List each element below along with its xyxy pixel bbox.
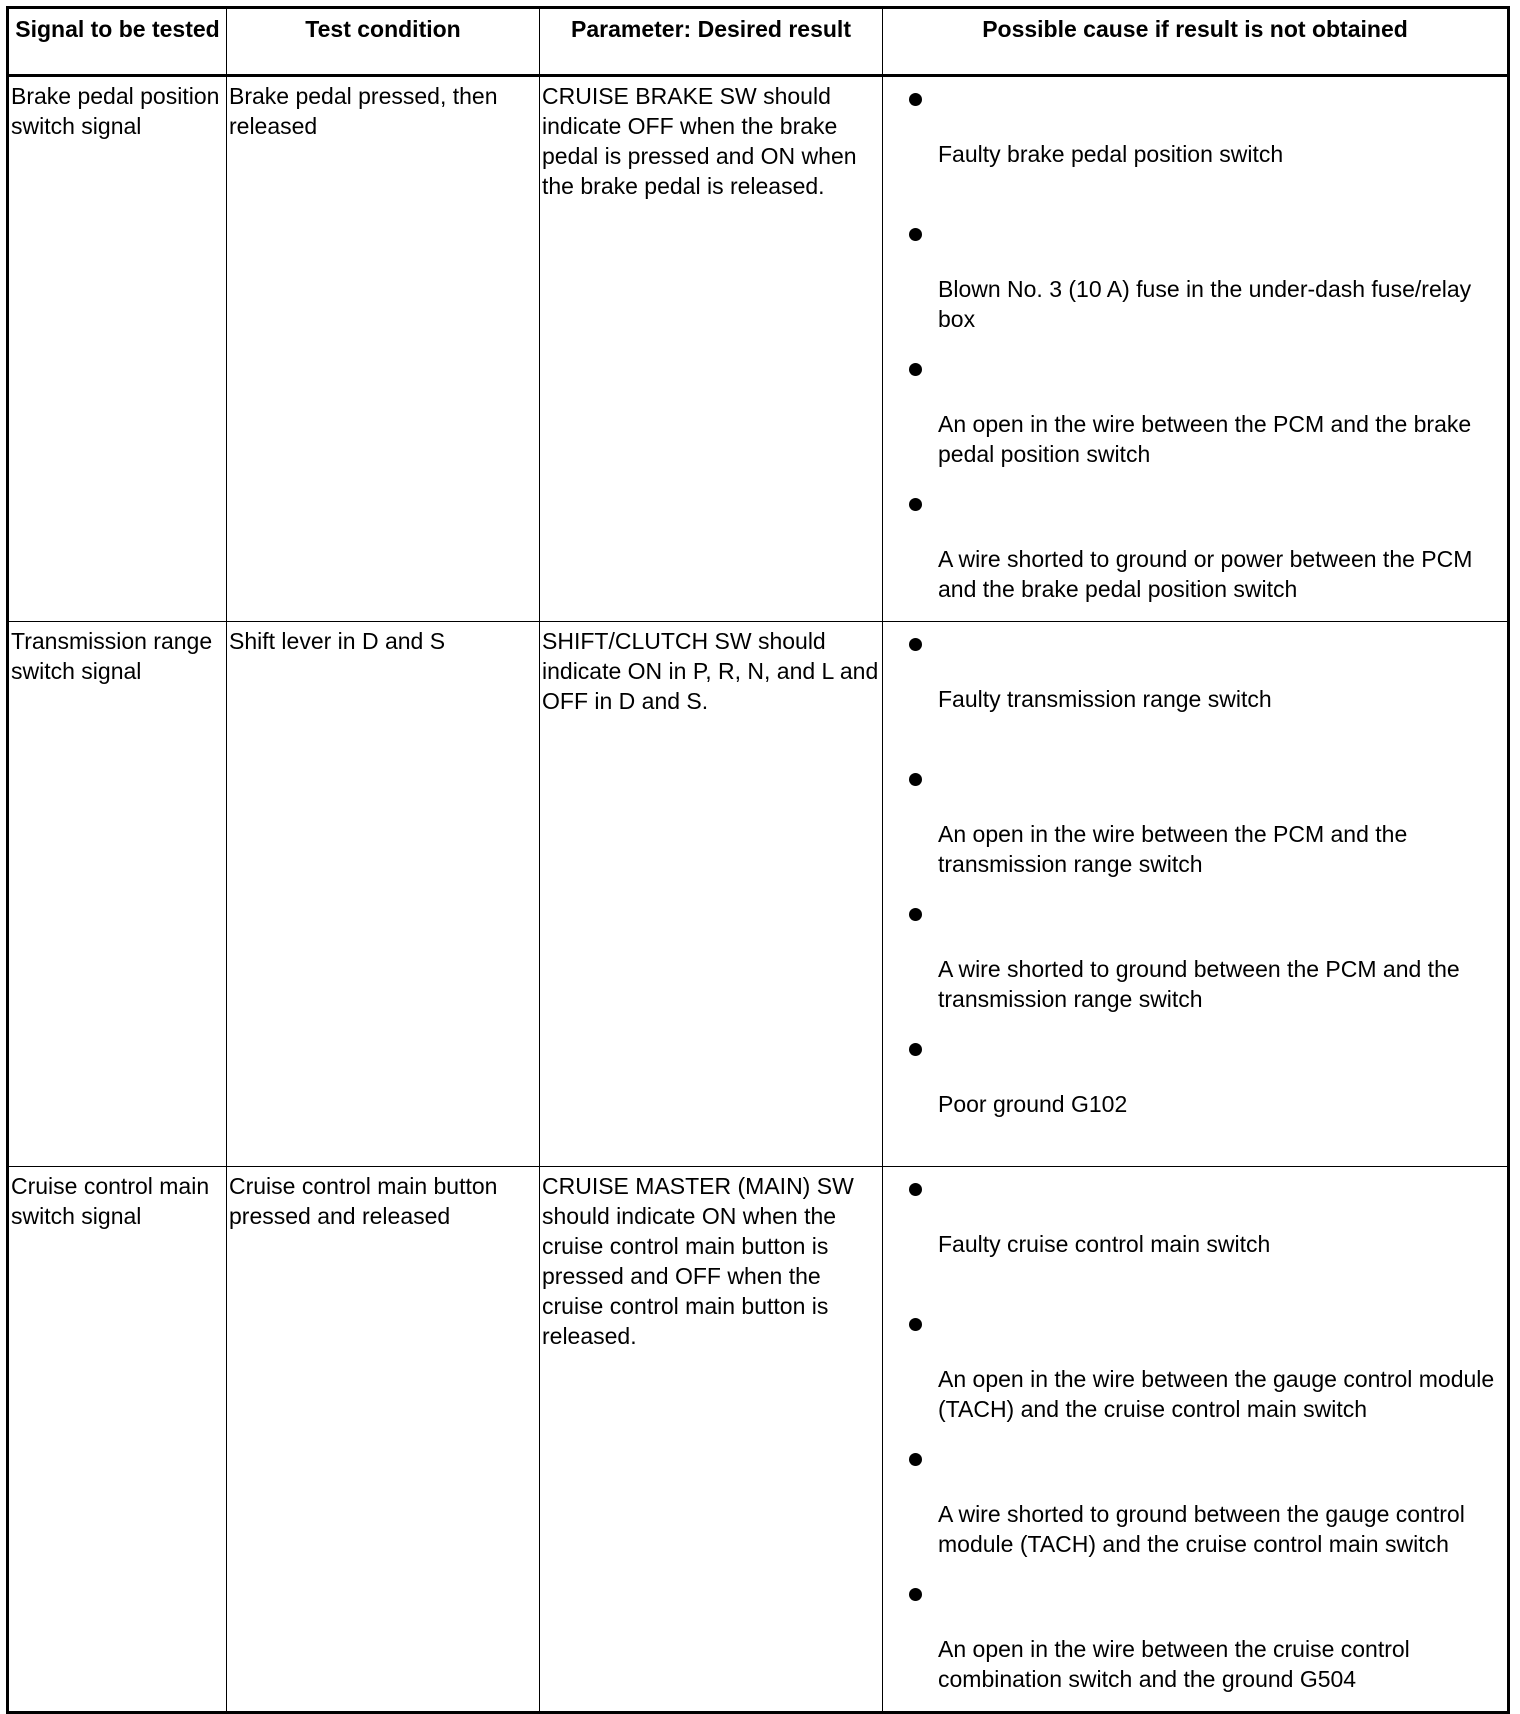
cause-list <box>885 81 1505 621</box>
causes-cell <box>883 1167 1509 1713</box>
bullet-icon <box>909 228 922 241</box>
bullet-icon <box>909 1318 922 1331</box>
causes-cell <box>883 622 1509 1167</box>
parameter-cell: CRUISE MASTER (MAIN) SW should indicate ON when the cruise control main button is pressed and OFF when the cruise control main button is released. <box>540 1167 883 1713</box>
table-row <box>8 1167 1509 1713</box>
signal-cell: Cruise control main switch signal <box>8 1167 227 1713</box>
cause-item <box>885 81 1505 216</box>
cause-text: Faulty cruise control main switch <box>938 1231 1271 1257</box>
bullet-icon <box>909 1183 922 1196</box>
cause-text: A wire shorted to ground between the PCM and the transmission range switch <box>938 956 1460 1012</box>
cause-item <box>885 626 1505 761</box>
cause-text: An open in the wire between the PCM and the transmission range switch <box>938 821 1408 877</box>
condition-cell: Brake pedal pressed, then released <box>227 76 540 622</box>
cause-text: Poor ground G102 <box>938 1091 1128 1117</box>
condition-cell: Shift lever in D and S <box>227 622 540 1167</box>
cause-text: An open in the wire between the cruise control combination switch and the ground G504 <box>938 1636 1410 1692</box>
bullet-icon <box>909 363 922 376</box>
bullet-icon <box>909 638 922 651</box>
causes-cell <box>883 76 1509 622</box>
cause-item <box>885 1171 1505 1306</box>
cause-text: Blown No. 3 (10 A) fuse in the under-dash fuse/relay box <box>938 276 1472 332</box>
header-signal: Signal to be tested <box>8 8 227 76</box>
cause-text: Faulty brake pedal position switch <box>938 141 1284 167</box>
table-row <box>8 76 1509 622</box>
bullet-icon <box>909 93 922 106</box>
cause-text: A wire shorted to ground between the gauge control module (TACH) and the cruise control main switch <box>938 1501 1465 1557</box>
cause-item <box>885 351 1505 486</box>
bullet-icon <box>909 498 922 511</box>
cause-text: A wire shorted to ground or power between the PCM and the brake pedal position switch <box>938 546 1473 602</box>
cause-text: An open in the wire between the gauge control module (TACH) and the cruise control main switch <box>938 1366 1495 1422</box>
cause-list <box>885 1171 1505 1711</box>
bullet-icon <box>909 773 922 786</box>
parameter-cell: SHIFT/CLUTCH SW should indicate ON in P, R, N, and L and OFF in D and S. <box>540 622 883 1167</box>
signal-cell: Transmission range switch signal <box>8 622 227 1167</box>
bullet-icon <box>909 1588 922 1601</box>
condition-cell: Cruise control main button pressed and released <box>227 1167 540 1713</box>
bullet-icon <box>909 1043 922 1056</box>
cause-item <box>885 216 1505 351</box>
cause-text: An open in the wire between the PCM and the brake pedal position switch <box>938 411 1472 467</box>
header-possible-cause: Possible cause if result is not obtained <box>883 8 1509 76</box>
cause-item <box>885 1576 1505 1711</box>
diagnostic-table <box>6 6 1510 1714</box>
bullet-icon <box>909 1453 922 1466</box>
cause-list <box>885 626 1505 1166</box>
header-parameter: Parameter: Desired result <box>540 8 883 76</box>
parameter-cell: CRUISE BRAKE SW should indicate OFF when the brake pedal is pressed and ON when the brake pedal is released. <box>540 76 883 622</box>
cause-item <box>885 896 1505 1031</box>
cause-item <box>885 1031 1505 1166</box>
bullet-icon <box>909 908 922 921</box>
table-row <box>8 622 1509 1167</box>
cause-item <box>885 761 1505 896</box>
header-test-condition: Test condition <box>227 8 540 76</box>
cause-item <box>885 1306 1505 1441</box>
cause-text: Faulty transmission range switch <box>938 686 1272 712</box>
header-row <box>8 8 1509 76</box>
signal-cell: Brake pedal position switch signal <box>8 76 227 622</box>
cause-item <box>885 486 1505 621</box>
